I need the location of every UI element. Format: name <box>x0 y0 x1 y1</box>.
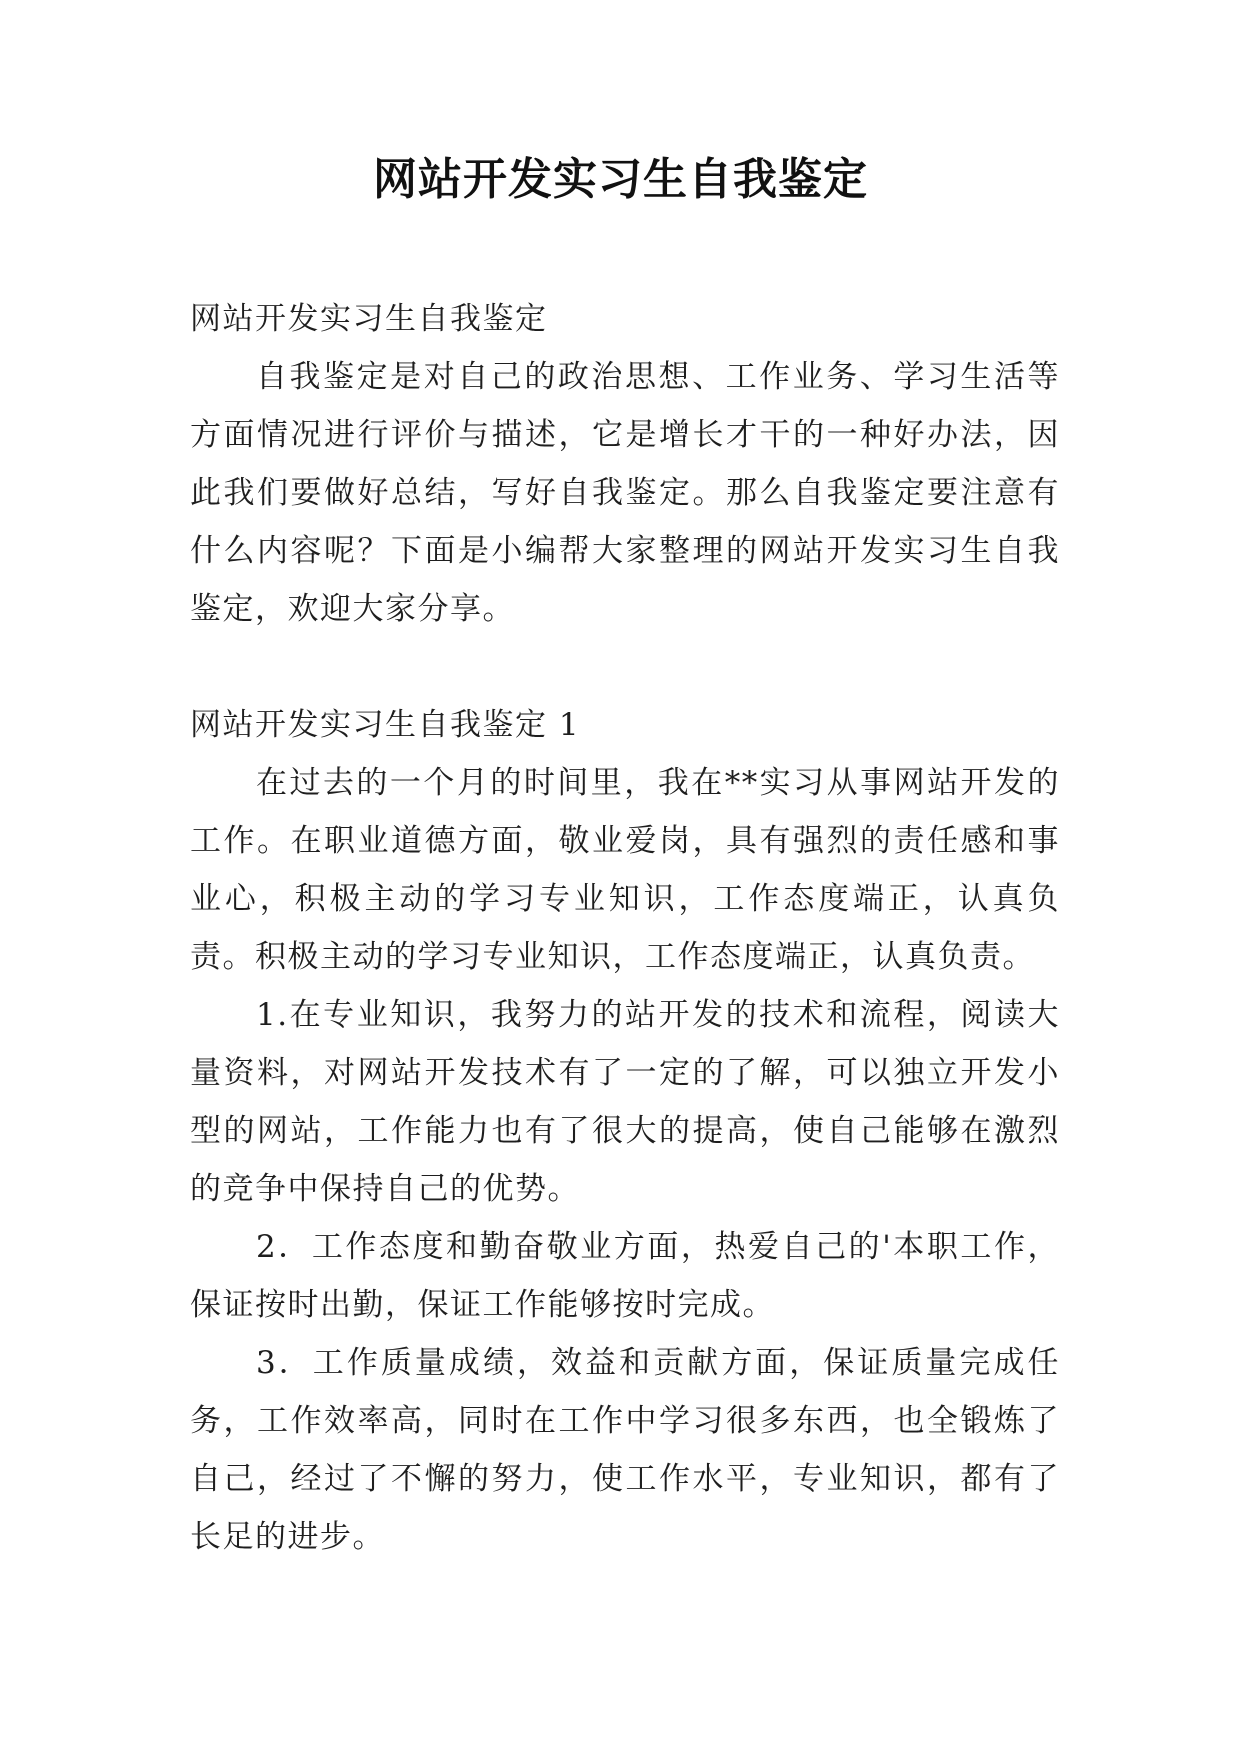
body-paragraph: 3．工作质量成绩，效益和贡献方面，保证质量完成任务，工作效率高，同时在工作中学习很多东西，也全锻炼了自己，经过了不懈的努力，使工作水平，专业知识，都有了长足的进步。 <box>190 1345 1060 1555</box>
body-paragraph: 在过去的一个月的时间里，我在**实习从事网站开发的工作。在职业道德方面，敬业爱岗，具有强烈的责任感和事业心，积极主动的学习专业知识，工作态度端正，认真负责。积极主动的学习专业知识，工作态度端正，认真负责。 <box>190 765 1060 975</box>
intro-heading: 网站开发实习生自我鉴定 <box>190 301 548 337</box>
body-paragraph: 2．工作态度和勤奋敬业方面，热爱自己的'本职工作，保证按时出勤，保证工作能够按时完成。 <box>190 1229 1060 1323</box>
document-body <box>190 290 1060 1566</box>
intro-paragraph: 自我鉴定是对自己的政治思想、工作业务、学习生活等方面情况进行评价与描述，它是增长才干的一种好办法，因此我们要做好总结，写好自我鉴定。那么自我鉴定要注意有什么内容呢？下面是小编帮大家整理的网站开发实习生自我鉴定，欢迎大家分享。 <box>190 359 1060 627</box>
section-heading: 网站开发实习生自我鉴定 1 <box>190 707 581 743</box>
document-title: 网站开发实习生自我鉴定 <box>373 154 868 205</box>
body-paragraph: 1.在专业知识，我努力的站开发的技术和流程，阅读大量资料，对网站开发技术有了一定的了解，可以独立开发小型的网站，工作能力也有了很大的提高，使自己能够在激烈的竞争中保持自己的优势。 <box>190 997 1060 1207</box>
section-spacer <box>190 638 1060 696</box>
